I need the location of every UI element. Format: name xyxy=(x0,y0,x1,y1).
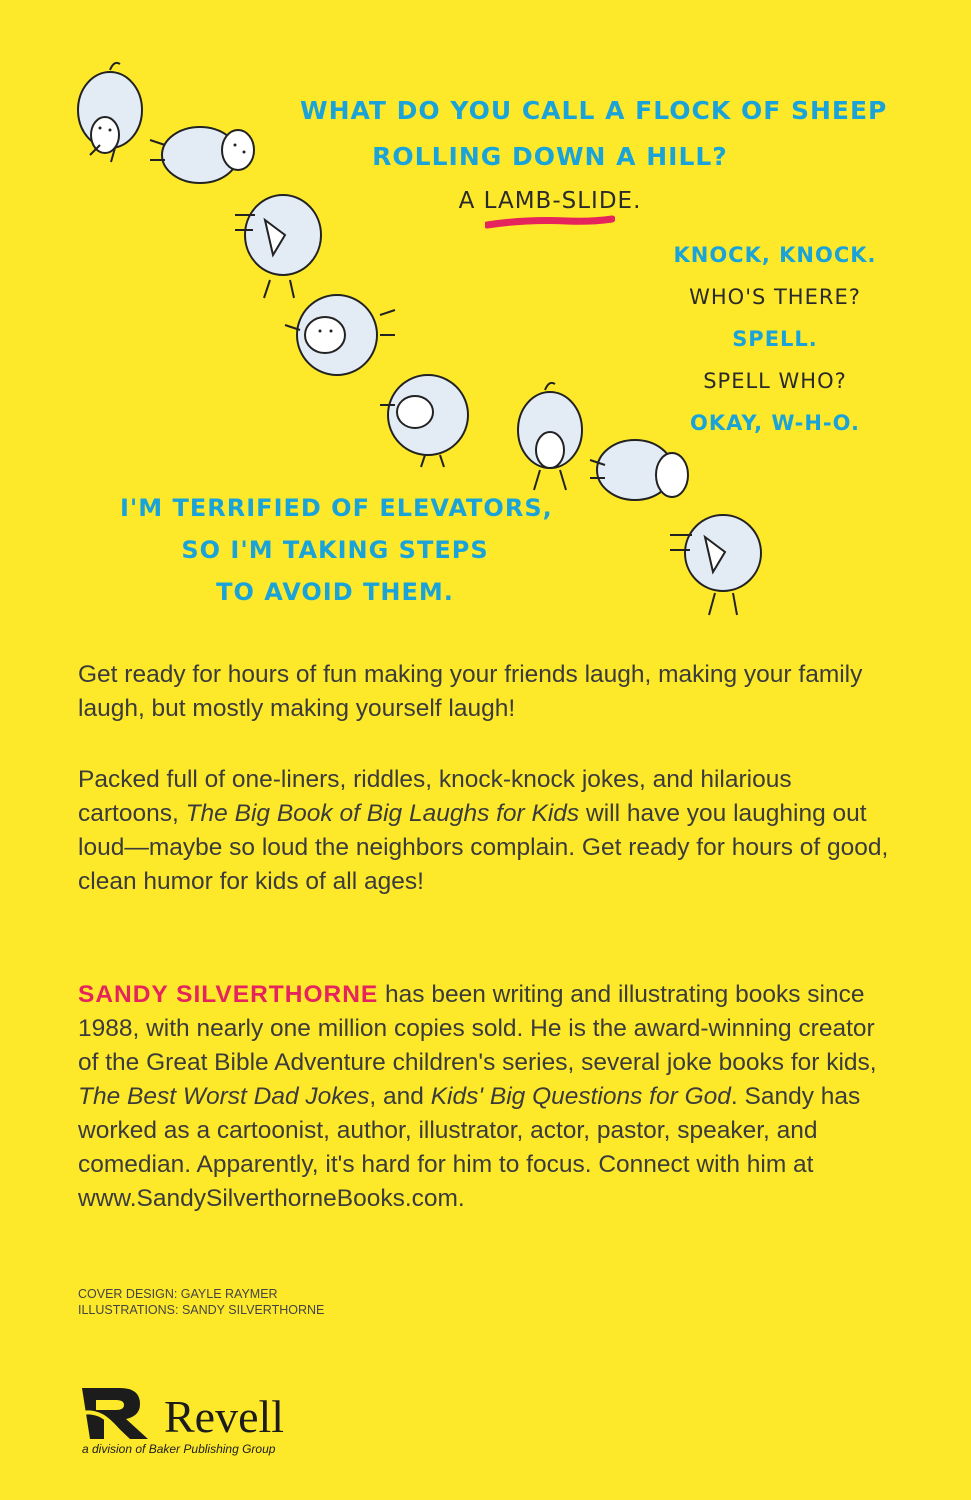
book-title: The Best Worst Dad Jokes xyxy=(78,1083,370,1110)
joke-line: TO AVOID THEM. xyxy=(216,578,454,606)
cover-design-credit: COVER DESIGN: GAYLE RAYMER xyxy=(78,1287,278,1301)
description-paragraph xyxy=(78,763,898,899)
bio-text: , and xyxy=(369,1083,431,1110)
joke-elevators xyxy=(120,494,553,622)
description-text: Packed full of one-liners, riddles, knock-knock jokes, and hilarious cartoons, xyxy=(78,766,792,827)
publisher-name: Revell xyxy=(164,1391,285,1442)
description-paragraph: Get ready for hours of fun making your friends laugh, making your family laugh, but mostly making yourself laugh! xyxy=(78,661,863,722)
book-title: The Big Book of Big Laughs for Kids xyxy=(185,800,580,827)
pink-underline xyxy=(485,213,615,233)
book-title: Kids' Big Questions for God xyxy=(430,1083,731,1110)
sheep-illustration xyxy=(665,505,775,625)
joke-line: SO I'M TAKING STEPS xyxy=(181,536,489,564)
description-text: will have you laughing out loud—maybe so loud the neighbors complain. Get ready for hours of good, clean humor for kids of all ages! xyxy=(78,800,889,895)
author-bio xyxy=(78,978,898,1216)
joke-answer: A LAMB-SLIDE. xyxy=(458,188,642,214)
author-name: SANDY SILVERTHORNE xyxy=(78,981,379,1008)
joke-line: SPELL. xyxy=(732,327,818,351)
illustrations-credit: ILLUSTRATIONS: SANDY SILVERTHORNE xyxy=(78,1303,325,1317)
sheep-illustration xyxy=(370,360,490,470)
bio-text: . Sandy has worked as a cartoonist, author, illustrator, actor, pastor, speaker, and comedian. Apparently, it's hard for him to focus. Connect with him at www.SandySilverthorneBooks.com. xyxy=(78,1083,861,1212)
joke-line: WHO'S THERE? xyxy=(689,285,861,309)
joke-question-line: ROLLING DOWN A HILL? xyxy=(372,142,728,171)
joke-question-line: WHAT DO YOU CALL A FLOCK OF SHEEP xyxy=(300,96,888,125)
joke-line: OKAY, W-H-O. xyxy=(690,411,860,435)
joke-line: SPELL WHO? xyxy=(703,369,847,393)
joke-line: I'M TERRIFIED OF ELEVATORS, xyxy=(120,494,553,522)
revell-logo-icon xyxy=(78,1384,156,1440)
credits xyxy=(78,1286,324,1318)
joke-knock-knock xyxy=(660,245,890,455)
bio-text: has been writing and illustrating books since 1988, with nearly one million copies sold. He is the award-winning creator of the Great Bible Adventure children's series, several joke books for kids, xyxy=(78,981,877,1076)
publisher-tagline: a division of Baker Publishing Group xyxy=(82,1442,276,1456)
joke-line: KNOCK, KNOCK. xyxy=(673,243,877,267)
